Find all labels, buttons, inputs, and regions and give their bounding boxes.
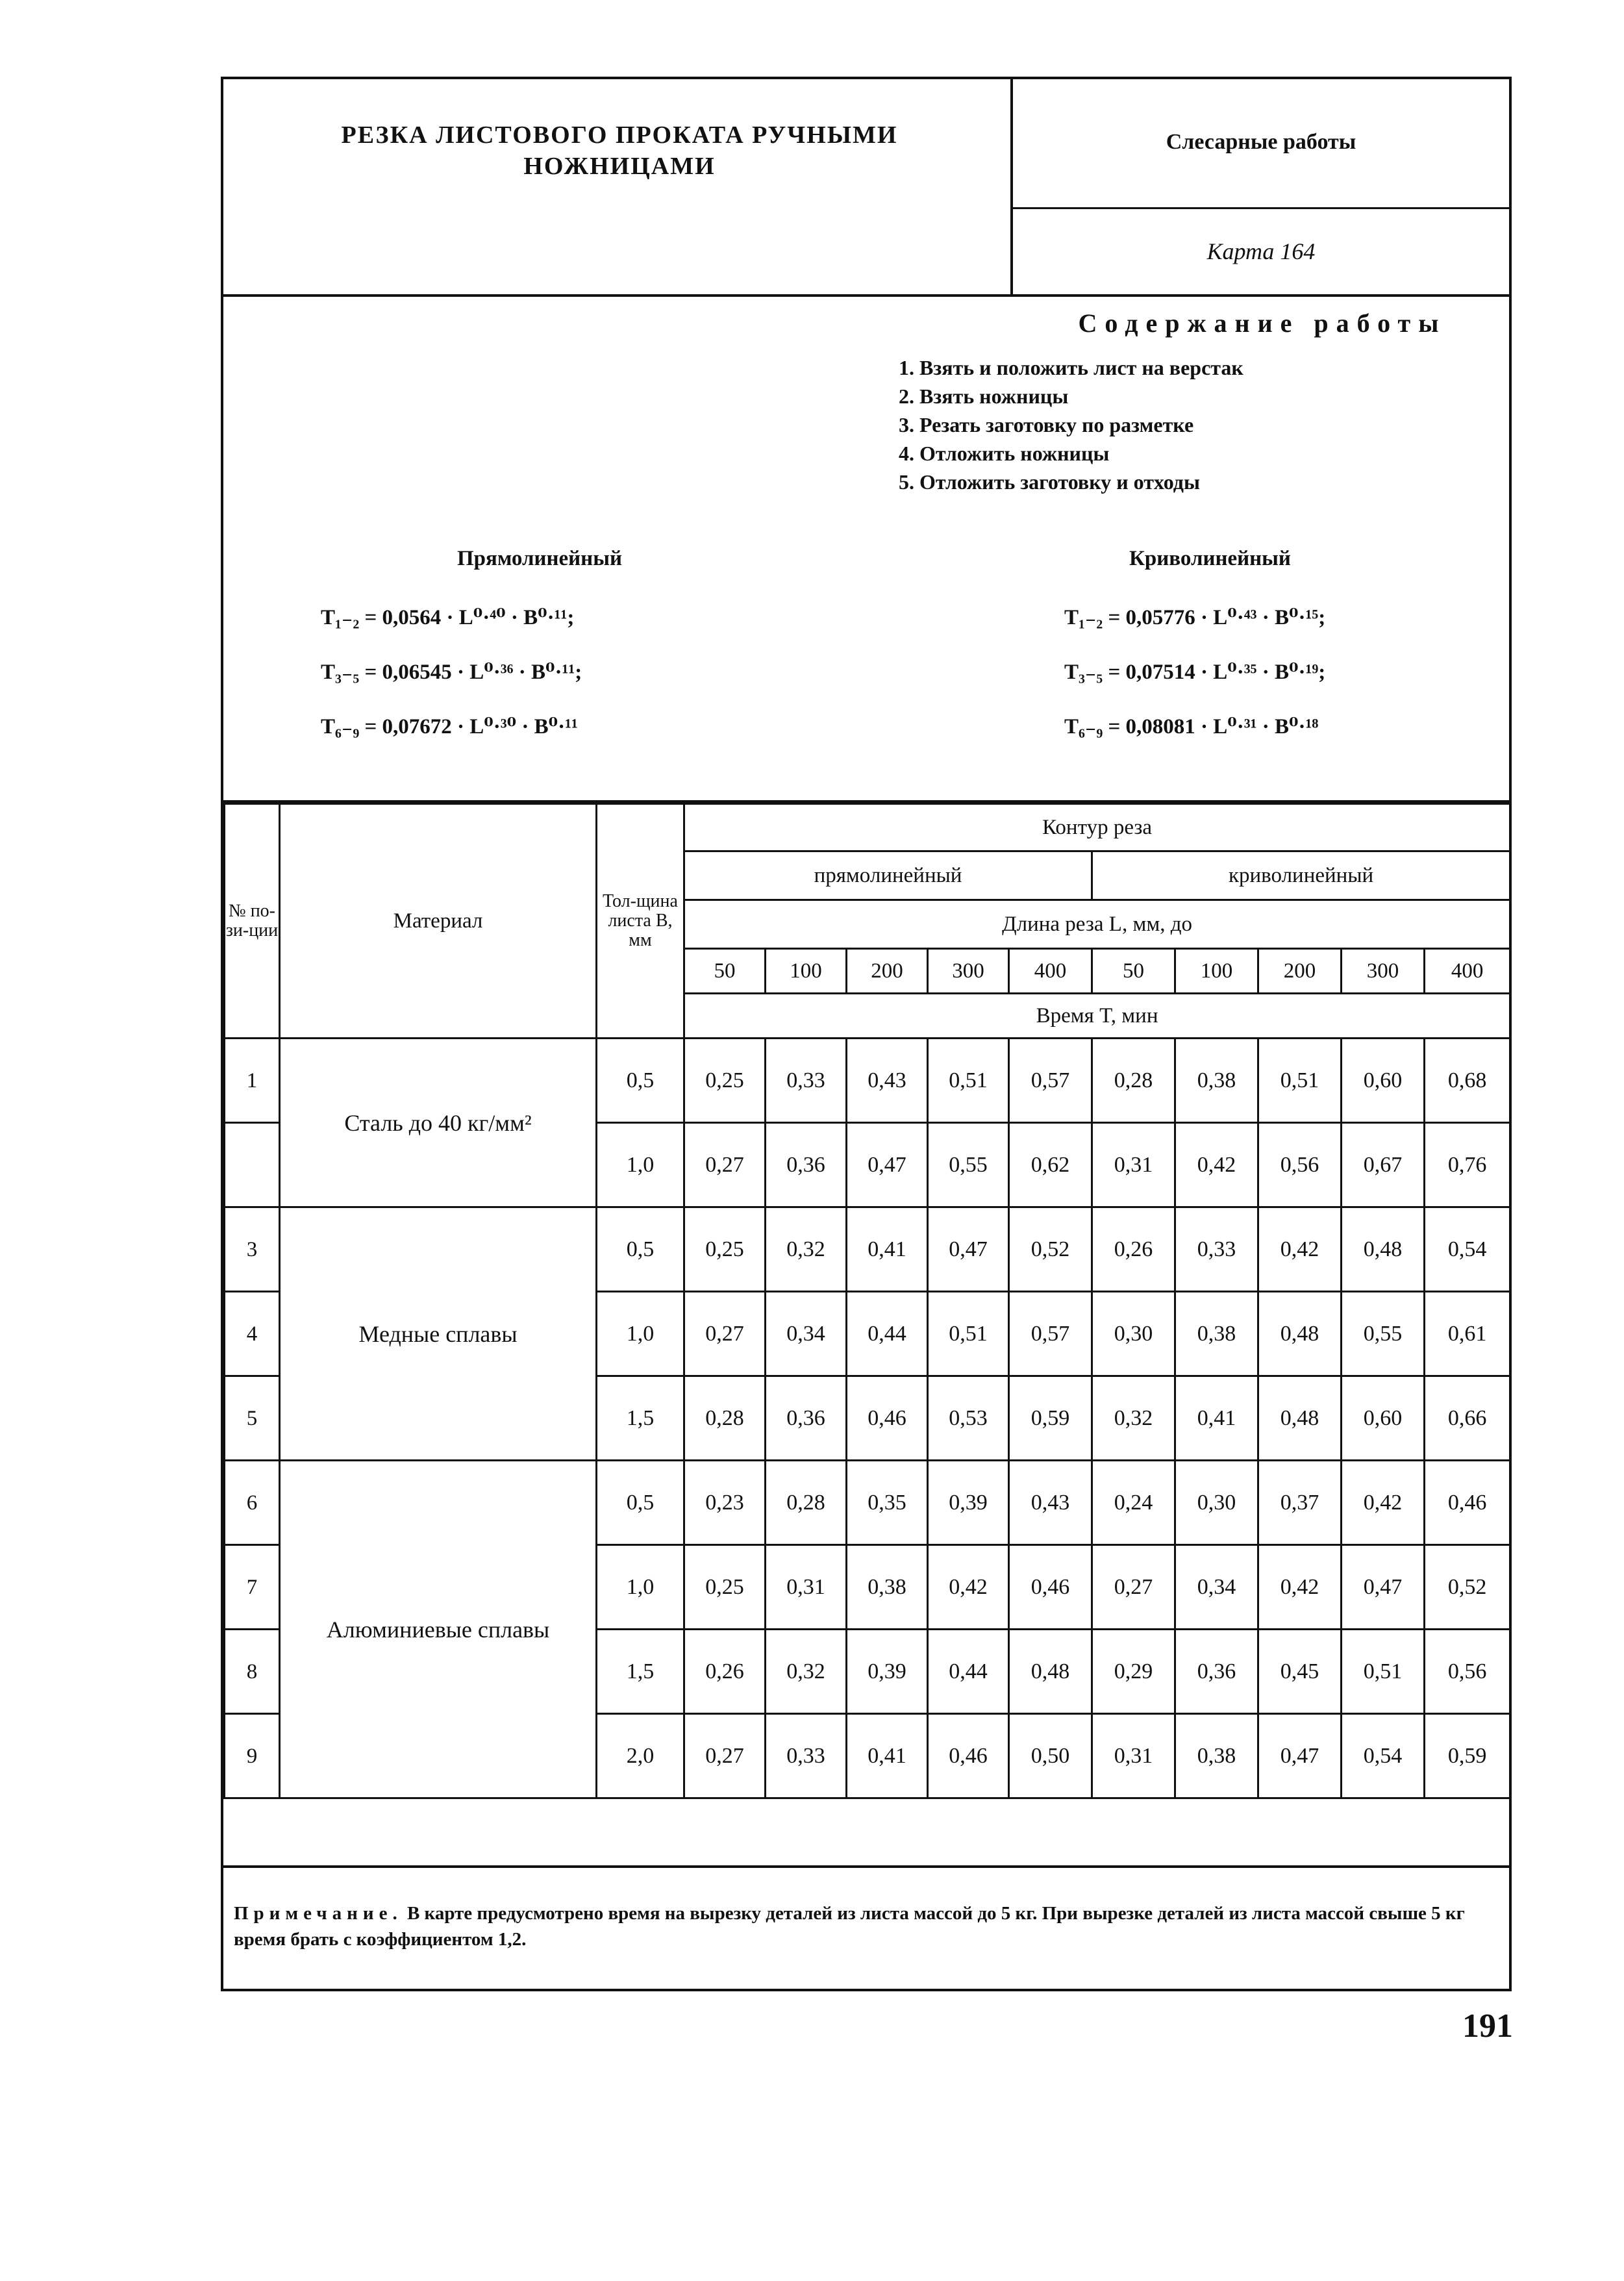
time-value-cell: 0,27 <box>1092 1545 1175 1630</box>
card-sheet <box>221 77 1512 1991</box>
time-value-cell: 0,42 <box>1342 1461 1425 1545</box>
work-step: 4. Отложить ножницы <box>899 442 1110 465</box>
title-line-1: РЕЗКА ЛИСТОВОГО ПРОКАТА РУЧНЫМИ <box>341 121 898 149</box>
title-line-2: НОЖНИЦАМИ <box>523 153 716 180</box>
curved-formula-3: T₆₋₉ = 0,08081 · L⁰·³¹ · B⁰·¹⁸ <box>1064 715 1319 738</box>
time-value-cell: 0,68 <box>1425 1039 1510 1123</box>
table-row <box>225 1461 1510 1545</box>
footnote-text: В карте предусмотрено время на вырезку деталей из листа массой до 5 кг. При вырезке деталей из листа массой свыше 5 кг время брать с коэффициентом 1,2. <box>234 1903 1465 1950</box>
time-value-cell: 0,25 <box>684 1545 766 1630</box>
col-header-material: Материал <box>280 804 597 1039</box>
footnote <box>223 1865 1509 1952</box>
time-value-cell: 0,54 <box>1342 1714 1425 1798</box>
material-cell: Медные сплавы <box>280 1207 597 1461</box>
time-value-cell: 0,54 <box>1425 1207 1510 1292</box>
norm-table <box>223 803 1511 1799</box>
time-value-cell: 0,38 <box>1175 1039 1258 1123</box>
time-value-cell: 0,32 <box>1092 1376 1175 1461</box>
time-value-cell: 0,62 <box>1009 1123 1092 1207</box>
time-value-cell: 0,33 <box>766 1714 847 1798</box>
time-value-cell: 0,26 <box>684 1630 766 1714</box>
time-value-cell: 0,55 <box>1342 1292 1425 1376</box>
col-header-curved: криволинейный <box>1092 851 1510 900</box>
curved-formula-2: T₃₋₅ = 0,07514 · L⁰·³⁵ · B⁰·¹⁹; <box>1064 661 1326 684</box>
table-body <box>225 1039 1510 1798</box>
time-value-cell: 0,35 <box>847 1461 928 1545</box>
time-value-cell: 0,43 <box>1009 1461 1092 1545</box>
time-value-cell: 0,36 <box>766 1123 847 1207</box>
work-step: 2. Взять ножницы <box>899 384 1069 408</box>
work-step: 5. Отложить заготовку и отходы <box>899 470 1200 494</box>
time-value-cell: 0,31 <box>766 1545 847 1630</box>
time-value-cell: 0,43 <box>847 1039 928 1123</box>
thickness-cell: 1,0 <box>597 1123 684 1207</box>
time-value-cell: 0,44 <box>847 1292 928 1376</box>
time-value-cell: 0,46 <box>1425 1461 1510 1545</box>
time-value-cell: 0,27 <box>684 1292 766 1376</box>
col-header-thickness: Тол-щина листа B, мм <box>597 804 684 1039</box>
time-value-cell: 0,42 <box>928 1545 1009 1630</box>
time-value-cell: 0,44 <box>928 1630 1009 1714</box>
work-content-heading: Содержание работы <box>1078 309 1447 338</box>
time-value-cell: 0,47 <box>1258 1714 1342 1798</box>
page-number: 191 <box>1462 2008 1513 2045</box>
time-value-cell: 0,57 <box>1009 1292 1092 1376</box>
time-value-cell: 0,59 <box>1009 1376 1092 1461</box>
length-header-cell: 400 <box>1425 949 1510 994</box>
time-value-cell: 0,51 <box>1342 1630 1425 1714</box>
time-value-cell: 0,48 <box>1258 1376 1342 1461</box>
time-value-cell: 0,53 <box>928 1376 1009 1461</box>
col-header-contour: Контур реза <box>684 804 1510 851</box>
time-value-cell: 0,46 <box>1009 1545 1092 1630</box>
time-value-cell: 0,36 <box>766 1376 847 1461</box>
time-value-cell: 0,46 <box>928 1714 1009 1798</box>
time-value-cell: 0,34 <box>766 1292 847 1376</box>
time-value-cell: 0,25 <box>684 1207 766 1292</box>
time-value-cell: 0,38 <box>847 1545 928 1630</box>
col-header-straight: прямолинейный <box>684 851 1092 900</box>
time-value-cell: 0,37 <box>1258 1461 1342 1545</box>
length-header-cell: 50 <box>1092 949 1175 994</box>
document-title <box>275 120 964 182</box>
position-cell: 1 <box>225 1039 280 1123</box>
time-value-cell: 0,29 <box>1092 1630 1175 1714</box>
time-value-cell: 0,33 <box>766 1039 847 1123</box>
time-value-cell: 0,67 <box>1342 1123 1425 1207</box>
col-header-length: Длина реза L, мм, до <box>684 900 1510 949</box>
norm-table-wrap <box>223 800 1509 1799</box>
time-value-cell: 0,28 <box>684 1376 766 1461</box>
work-category: Слесарные работы <box>1166 130 1356 154</box>
work-step: 1. Взять и положить лист на верстак <box>899 356 1243 379</box>
position-cell: 5 <box>225 1376 280 1461</box>
position-cell: 8 <box>225 1630 280 1714</box>
length-header-cell: 300 <box>928 949 1009 994</box>
time-value-cell: 0,42 <box>1258 1545 1342 1630</box>
time-value-cell: 0,42 <box>1175 1123 1258 1207</box>
thickness-cell: 0,5 <box>597 1461 684 1545</box>
position-cell: 9 <box>225 1714 280 1798</box>
time-value-cell: 0,41 <box>847 1207 928 1292</box>
time-value-cell: 0,48 <box>1258 1292 1342 1376</box>
time-value-cell: 0,55 <box>928 1123 1009 1207</box>
time-value-cell: 0,28 <box>766 1461 847 1545</box>
table-row <box>225 1039 1510 1123</box>
time-value-cell: 0,39 <box>928 1461 1009 1545</box>
position-cell: 3 <box>225 1207 280 1292</box>
time-value-cell: 0,57 <box>1009 1039 1092 1123</box>
time-value-cell: 0,47 <box>847 1123 928 1207</box>
straight-formula-3: T₆₋₉ = 0,07672 · L⁰·³⁰ · B⁰·¹¹ <box>321 715 578 738</box>
thickness-cell: 1,5 <box>597 1630 684 1714</box>
time-value-cell: 0,38 <box>1175 1292 1258 1376</box>
time-value-cell: 0,27 <box>684 1714 766 1798</box>
col-header-position: № по-зи-ции <box>225 804 280 1039</box>
table-row <box>225 1207 1510 1292</box>
time-value-cell: 0,41 <box>847 1714 928 1798</box>
length-header-cell: 100 <box>766 949 847 994</box>
time-value-cell: 0,60 <box>1342 1039 1425 1123</box>
time-value-cell: 0,27 <box>684 1123 766 1207</box>
header-title-cell <box>223 79 1013 297</box>
time-value-cell: 0,56 <box>1258 1123 1342 1207</box>
time-value-cell: 0,61 <box>1425 1292 1510 1376</box>
thickness-cell: 2,0 <box>597 1714 684 1798</box>
thickness-cell: 0,5 <box>597 1207 684 1292</box>
time-value-cell: 0,28 <box>1092 1039 1175 1123</box>
straight-formulas-title: Прямолинейный <box>457 547 622 570</box>
time-value-cell: 0,51 <box>928 1039 1009 1123</box>
length-header-cell: 100 <box>1175 949 1258 994</box>
straight-formula-2: T₃₋₅ = 0,06545 · L⁰·³⁶ · B⁰·¹¹; <box>321 661 582 684</box>
time-value-cell: 0,52 <box>1009 1207 1092 1292</box>
time-value-cell: 0,39 <box>847 1630 928 1714</box>
time-value-cell: 0,52 <box>1425 1545 1510 1630</box>
time-value-cell: 0,26 <box>1092 1207 1175 1292</box>
time-value-cell: 0,25 <box>684 1039 766 1123</box>
length-header-cell: 300 <box>1342 949 1425 994</box>
time-value-cell: 0,31 <box>1092 1714 1175 1798</box>
curved-formula-1: T₁₋₂ = 0,05776 · L⁰·⁴³ · B⁰·¹⁵; <box>1064 606 1326 629</box>
time-value-cell: 0,34 <box>1175 1545 1258 1630</box>
curved-formulas-title: Криволинейный <box>1129 547 1291 570</box>
time-value-cell: 0,38 <box>1175 1714 1258 1798</box>
thickness-cell: 1,5 <box>597 1376 684 1461</box>
straight-formula-1: T₁₋₂ = 0,0564 · L⁰·⁴⁰ · B⁰·¹¹; <box>321 606 575 629</box>
time-value-cell: 0,51 <box>1258 1039 1342 1123</box>
length-header-cell: 400 <box>1009 949 1092 994</box>
time-value-cell: 0,48 <box>1342 1207 1425 1292</box>
work-step: 3. Резать заготовку по разметке <box>899 413 1194 436</box>
time-value-cell: 0,33 <box>1175 1207 1258 1292</box>
col-header-time: Время T, мин <box>684 994 1510 1039</box>
time-value-cell: 0,51 <box>928 1292 1009 1376</box>
thickness-cell: 0,5 <box>597 1039 684 1123</box>
time-value-cell: 0,41 <box>1175 1376 1258 1461</box>
time-value-cell: 0,42 <box>1258 1207 1342 1292</box>
time-value-cell: 0,23 <box>684 1461 766 1545</box>
position-cell: 6 <box>225 1461 280 1545</box>
footnote-lead: Примечание. <box>234 1903 403 1924</box>
thickness-cell: 1,0 <box>597 1545 684 1630</box>
time-value-cell: 0,45 <box>1258 1630 1342 1714</box>
time-value-cell: 0,30 <box>1175 1461 1258 1545</box>
time-value-cell: 0,47 <box>928 1207 1009 1292</box>
time-value-cell: 0,32 <box>766 1207 847 1292</box>
material-cell: Алюминиевые сплавы <box>280 1461 597 1798</box>
material-cell: Сталь до 40 кг/мм² <box>280 1039 597 1207</box>
length-header-cell: 200 <box>847 949 928 994</box>
thickness-cell: 1,0 <box>597 1292 684 1376</box>
header-card-cell <box>1013 209 1509 297</box>
time-value-cell: 0,48 <box>1009 1630 1092 1714</box>
length-header-cell: 50 <box>684 949 766 994</box>
time-value-cell: 0,32 <box>766 1630 847 1714</box>
length-header-cell: 200 <box>1258 949 1342 994</box>
time-value-cell: 0,76 <box>1425 1123 1510 1207</box>
position-cell <box>225 1123 280 1207</box>
time-value-cell: 0,50 <box>1009 1714 1092 1798</box>
card-number: Карта 164 <box>1206 238 1316 264</box>
position-cell: 7 <box>225 1545 280 1630</box>
time-value-cell: 0,66 <box>1425 1376 1510 1461</box>
time-value-cell: 0,30 <box>1092 1292 1175 1376</box>
work-steps-list <box>899 353 1243 496</box>
header-category-cell <box>1013 79 1509 209</box>
time-value-cell: 0,56 <box>1425 1630 1510 1714</box>
time-value-cell: 0,60 <box>1342 1376 1425 1461</box>
position-cell: 4 <box>225 1292 280 1376</box>
time-value-cell: 0,46 <box>847 1376 928 1461</box>
time-value-cell: 0,47 <box>1342 1545 1425 1630</box>
time-value-cell: 0,31 <box>1092 1123 1175 1207</box>
time-value-cell: 0,24 <box>1092 1461 1175 1545</box>
time-value-cell: 0,36 <box>1175 1630 1258 1714</box>
time-value-cell: 0,59 <box>1425 1714 1510 1798</box>
